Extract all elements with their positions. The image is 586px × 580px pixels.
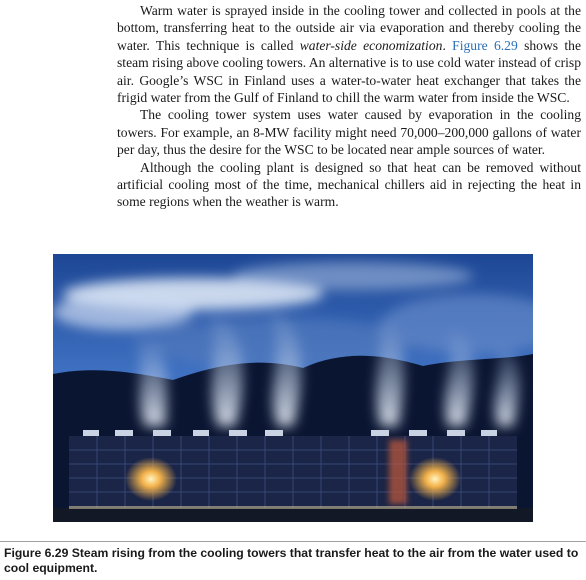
- interior-light-right: [409, 457, 461, 501]
- stairwell-light: [389, 440, 407, 504]
- figure-reference-link[interactable]: Figure 6.29: [452, 37, 518, 53]
- paragraph-1-part-5: shows the steam rising above cooling towers. An alternative is to use cold water instead of crisp air. Google’s WSC in Finland uses a water-to-water heat exchanger that takes the frigid water from the Gulf of Finland to chill the warm water from inside the WSC.: [117, 37, 581, 106]
- paragraph-2-text: The cooling tower system uses water caused by evaporation in the cooling towers. For example, an 8-MW facility might need 70,000–200,000 gallons of water per day, thus the desire for the WSC to be located near ample sources of water.: [117, 107, 581, 158]
- paragraph-3: [117, 159, 581, 211]
- interior-light-left: [125, 457, 177, 501]
- paragraph-2: [117, 106, 581, 158]
- figure-photo-cooling-towers: [53, 254, 533, 522]
- paragraph-3-text: Although the cooling plant is designed so that heat can be removed without artificial cooling most of the time, mechanical chillers aid in rejecting the heat in some regions when the weather is warm.: [117, 159, 581, 210]
- body-text: [117, 2, 581, 211]
- term-water-side-economization: water-side economization: [299, 37, 443, 53]
- paragraph-1: [117, 2, 581, 106]
- paragraph-1-part-1: Warm water is sprayed inside in the cooling tower and collected in pools at the bottom, transferring heat to the outside air via evaporation and thereby cooling the water. This technique is called: [117, 3, 581, 53]
- cooling-towers-photo: [53, 254, 533, 522]
- figure-caption: Figure 6.29 Steam rising from the cooling towers that transfer heat to the air from the water used to cool equipment.: [4, 546, 579, 576]
- caption-divider: [0, 541, 586, 542]
- ground: [53, 508, 533, 522]
- paragraph-1-part-3: .: [442, 37, 453, 53]
